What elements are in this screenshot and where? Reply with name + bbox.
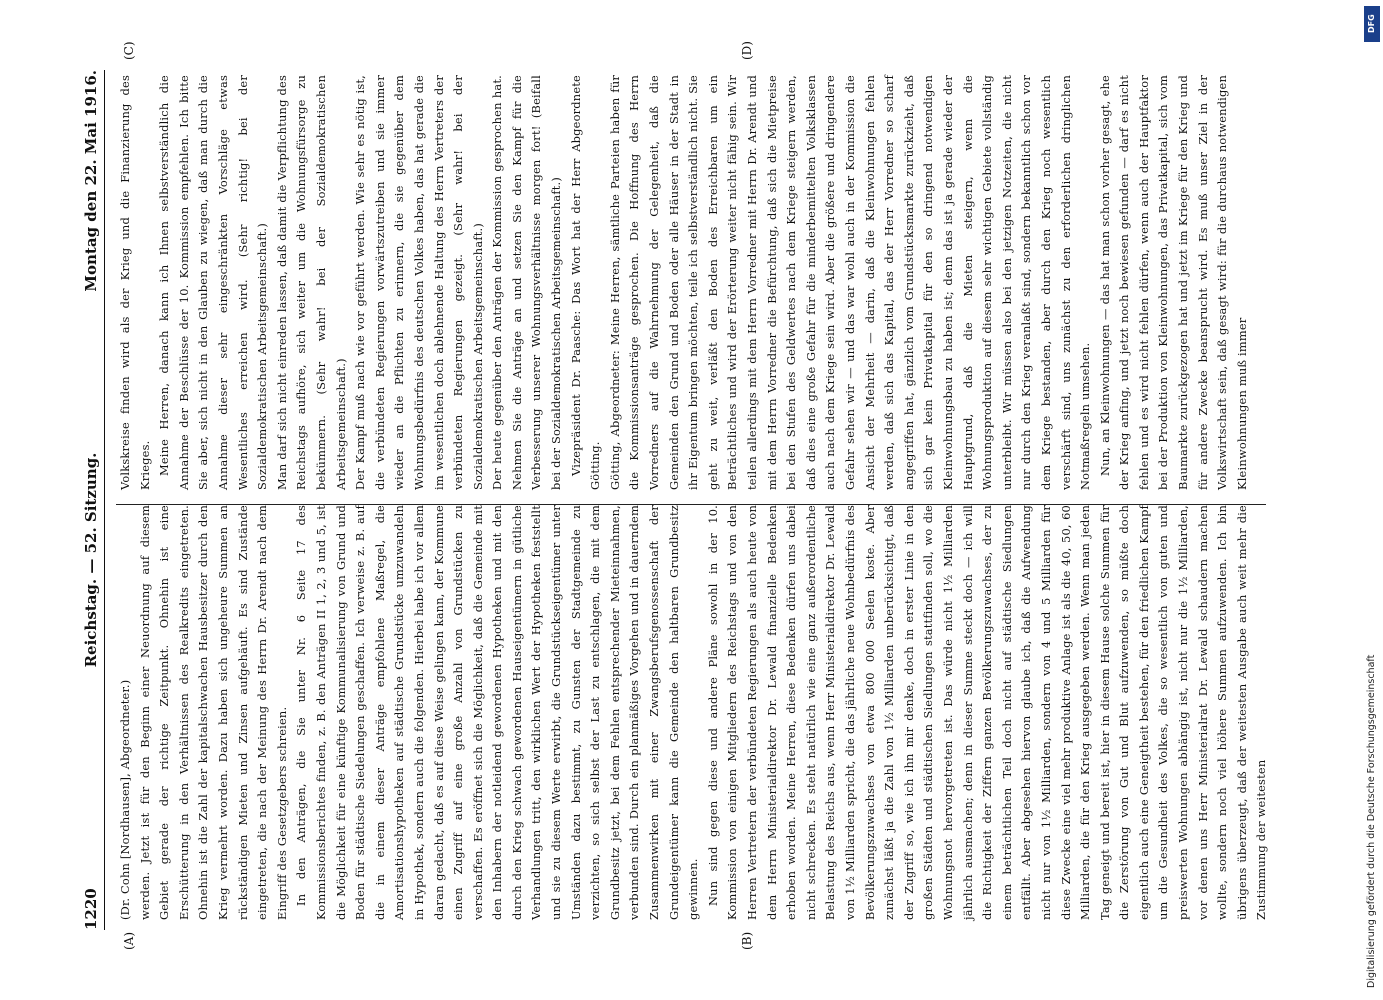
paragraph: Nun sind gegen diese und andere Pläne sowohl in der 10. Kommission von einigen Mitgliedern des Reichstags und von den Herren Vertretern der verbündeten Regierungen als auch heute von dem Herrn Ministerialdirektor Dr. Lewald finanzielle Bedenken erhoben worden. Meine Herren, diese Bedenken dürfen uns dabei nicht schrecken. Es steht natürlich wie eine ganz außerordentliche Belastung des Reichs aus, wenn Herr Ministerialdirektor Dr. Lewald von 1½ Milliarden spricht, die das jährliche neue Wohnbedürfnis des Bevölkerungszuwachses von etwa 800 000 Seelen koste. Aber zunächst läßt ja die Zahl von 1½ Milliarden unberücksichtigt, daß der Zugriff so, wie ich ihn mir denke, doch in erster Linie in den großen Städten und städtischen Siedlungen stattfinden soll, wo die Wohnungsnot hervorgetreten ist. Das würde nicht 1½ Milliarden jährlich ausmachen; denn in dieser Summe steckt doch — ich will die Richtigkeit der Ziffern ganzen Bevölkerungszuwachses, der zu einem beträchtlichen Teil doch nicht auf städtische Siedlungen entfällt. Aber abgesehen hiervon glaube ich, daß die Aufwendung nicht nur von 1½ Milliarden, sondern von 4 und 5 Milliarden für diese Zwecke eine viel mehr produktive Anlage ist als die 40, 50, 60 Milliarden, die für den Krieg ausgegeben werden. Wenn man jeden Tag geneigt und bereit ist, hier in diesem Hause solche Summen für die Zerstörung von Gut und Blut aufzuwenden, so müßte doch eigentlich auch eine Geneigtheit bestehen, für den friedlichen Kampf um die Gesundheit des Volkes, die so wesentlich von guten und preiswerten Wohnungen abhängig ist, nicht nur die 1½ Milliarden, vor denen uns Herr Ministerialrat Dr. Lewald schaudern machen wollte, sondern noch viel höhere Summen aufzuwenden. Ich bin übrigens überzeugt, daß der weitesten Ausgabe auch weit mehr die Zustimmung der weitesten <box>705 505 1269 920</box>
speaker-paragraph: Vizepräsident Dr. Paasche: Das Wort hat der Herr Abgeordnete Götting. <box>568 75 603 490</box>
margin-marker-b: (B) <box>740 931 754 950</box>
paragraph: (Dr. Cohn [Nordhausen], Abgeordneter.) <box>118 679 132 920</box>
paragraph: werden. Jetzt ist für den Beginn einer Neuordnung auf diesem Gebiet gerade der richtige Zeitpunkt. Ohnehin ist eine Erschütterung in den Verhältnissen des Realkredits eingetreten. Ohnehin ist die Zahl der kapitalschwachen Hausbesitzer durch den Krieg vermehrt worden. Dazu haben sich ungeheure Summen an rückständigen Mieten und Zinsen aufgehäuft. Es sind Zustände eingetreten, die nach der Meinung des Herrn Dr. Arendt nach dem Eingriff des Gesetzgebers schreien. <box>137 505 289 920</box>
column-divider <box>116 504 1266 505</box>
margin-marker-a: (A) <box>122 931 136 950</box>
session-title: Reichstag. — 52. Sitzung. <box>82 452 100 668</box>
right-column <box>116 75 1266 490</box>
dfg-logo: DFG <box>1364 6 1380 42</box>
margin-marker-d: (D) <box>740 41 754 60</box>
paragraph: Volkskreise finden wird als der Krieg und die Finanzierung des Krieges. <box>118 75 152 490</box>
paragraph: Der Kampf muß nach wie vor geführt werden. Wie sehr es nötig ist, die verbündeten Regierungen vorwärtszutreiben und sie immer wieder an die Pflichten zu erinnern, die sie gegenüber dem Wohnungsbedürfnis des deutschen Volkes haben, das hat gerade die im wesentlichen doch ablehnende Haltung des Herrn Vertreters der verbündeten Regierungen gezeigt. (Sehr wahr! bei der Sozialdemokratischen Arbeitsgemeinschaft.) <box>353 75 485 490</box>
paragraph: Meine Herren, danach kann ich Ihnen selbstverständlich die Annahme der Beschlüsse der 10. Kommission empfehlen. Ich bitte Sie aber, sich nicht in den Glauben zu wiegen, daß man durch die Annahme dieser sehr eingeschränkten Vorschläge etwas Wesentliches erreichen wird. (Sehr richtig! bei der Sozialdemokratischen Arbeitsgemeinschaft.) <box>157 75 270 490</box>
left-column <box>116 505 1269 920</box>
digitization-note: Digitalisierung gefördert durch die Deutsche Forschungsgemeinschaft <box>1366 654 1377 988</box>
paragraph: Nun, an Kleinwohnungen — das hat man schon vorher gesagt, ehe der Krieg anfing, und jetzt noch bewiesen gefunden — darf es nicht fehlen und es wird nicht fehlen dürfen, wenn auch der Hauptfaktor bei der Produktion von Kleinwohnungen, das Privatkapital, sich vom Baumarkte zurückgezogen hat und jetzt im Kriege für den Krieg und für andere Zwecke beansprucht wird. Es muß unser Ziel in der Volkswirtschaft sein, daß gesagt wird: für die durchaus notwendigen Kleinwohnungen muß immer <box>1097 75 1249 490</box>
paragraph: In den Anträgen, die Sie unter Nr. 6 Seite 17 des Kommissionsberichtes finden, z. B. den Anträgen II 1, 2, 3 und 5, ist die Möglichkeit für eine künftige Kommunalisierung von Grund und Boden für städtische Siedelungen geschaffen. Ich verweise z. B. auf die in einem dieser Anträge empfohlene Maßregel, die Amortisationshypotheken auf städtische Grundstücke umzuwandeln in Hypothek, sondern auch die folgenden. Hierbei habe ich vor allem daran gedacht, daß es auf diese Weise gelingen kann, der Kommune einen Zugriff auf eine große Anzahl von Grundstücken zu verschaffen. Es eröffnet sich die Möglichkeit, daß die Gemeinde mit den Inhabern der notleidend gewordenen Hypotheken und mit den durch den Krieg schwach gewordenen Hauseigentümern in gütliche Verhandlungen tritt, den wirklichen Wert der Hypotheken feststellt und sie zu diesem Werte erwirbt, die Grundstückseigentümer unter Umständen dazu bestimmt, zu Gunsten der Stadtgemeinde zu verzichten, so sich selbst der Last zu entschlagen, die mit dem Grundbesitz jetzt, bei dem Fehlen entsprechender Mieteinnahmen, verbunden sind. Durch ein planmäßiges Vorgehen und in dauerndem Zusammenwirken mit einer Zwangsberufsgenossenschaft der Grundeigentümer kann die Gemeinde den haltbaren Grundbesitz gewinnen. <box>294 505 701 920</box>
rotated-page-content <box>60 40 1300 960</box>
page-number: 1220 <box>82 888 100 930</box>
paragraph: Man darf sich nicht einreden lassen, daß damit die Verpflichtung des Reichstags aufhöre, sich weiter um die Wohnungsfürsorge zu bekümmern. (Sehr wahr! bei der Sozialdemokratischen Arbeitsgemeinschaft.) <box>274 75 348 490</box>
paragraph: Der heute gegenüber den Anträgen der Kommission gesprochen hat. Nehmen Sie die Anträge an und setzen Sie den Kampf für die Verbesserung unserer Wohnungsverhältnisse morgen fort! (Beifall bei der Sozialdemokratischen Arbeitsgemeinschaft.) <box>490 75 564 490</box>
session-date: Montag den 22. Mai 1916. <box>82 70 100 292</box>
speaker-paragraph: Götting, Abgeordneter: Meine Herren, sämtliche Parteien haben für die Kommissionsanträge gesprochen. Die Hoffnung des Herrn Vorredners auf die Wahrnehmung der Gelegenheit, daß die Gemeinden den Grund und Boden oder alle Häuser in der Stadt in ihr Eigentum bringen möchten, teile ich selbstverständlich nicht. Sie geht zu weit, verläßt den Boden des Erreichbaren um ein Beträchtliches und wird der Erörterung weiter nicht fähig sein. Wir teilen allerdings mit dem Herrn Vorredner mit Herrn Dr. Arendt und mit dem Herrn Vorredner die Befürchtung, daß sich die Mietpreise bei den Stufen des Geldwertes nach dem Kriege steigern werden, daß dies eine große Gefahr für die minderbemittelten Volksklassen auch nach dem Kriege sein wird. Aber die größere und dringendere Gefahr sehen wir — und das war wohl auch in der Kommission die Ansicht der Mehrheit — darin, daß die Kleinwohnungen fehlen werden, daß sich das Kapital, das der Herr Vorredner so scharf angegriffen hat, gänzlich vom Grundstücksmarkte zurückzieht, daß sich gar kein Privatkapital für den so dringend notwendigen Kleinwohnungsbau zu haben ist; denn das ist ja gerade wieder der Hauptgrund, daß die Mieten steigern, wenn die Wohnungsproduktion auf diesem sehr wichtigen Gebiete vollständig unterbleibt. Wir müssen also bei den jetzigen Notzeiten, die nicht nur durch den Krieg veranlaßt sind, sondern bekanntlich schon vor dem Kriege bestanden, aber durch den Krieg noch wesentlich verschärft sind, uns zunächst zu den erforderlichen dringlichen Notmaßregeln umsehen. <box>607 75 1093 490</box>
page-header <box>78 70 105 930</box>
margin-marker-c: (C) <box>122 41 136 60</box>
